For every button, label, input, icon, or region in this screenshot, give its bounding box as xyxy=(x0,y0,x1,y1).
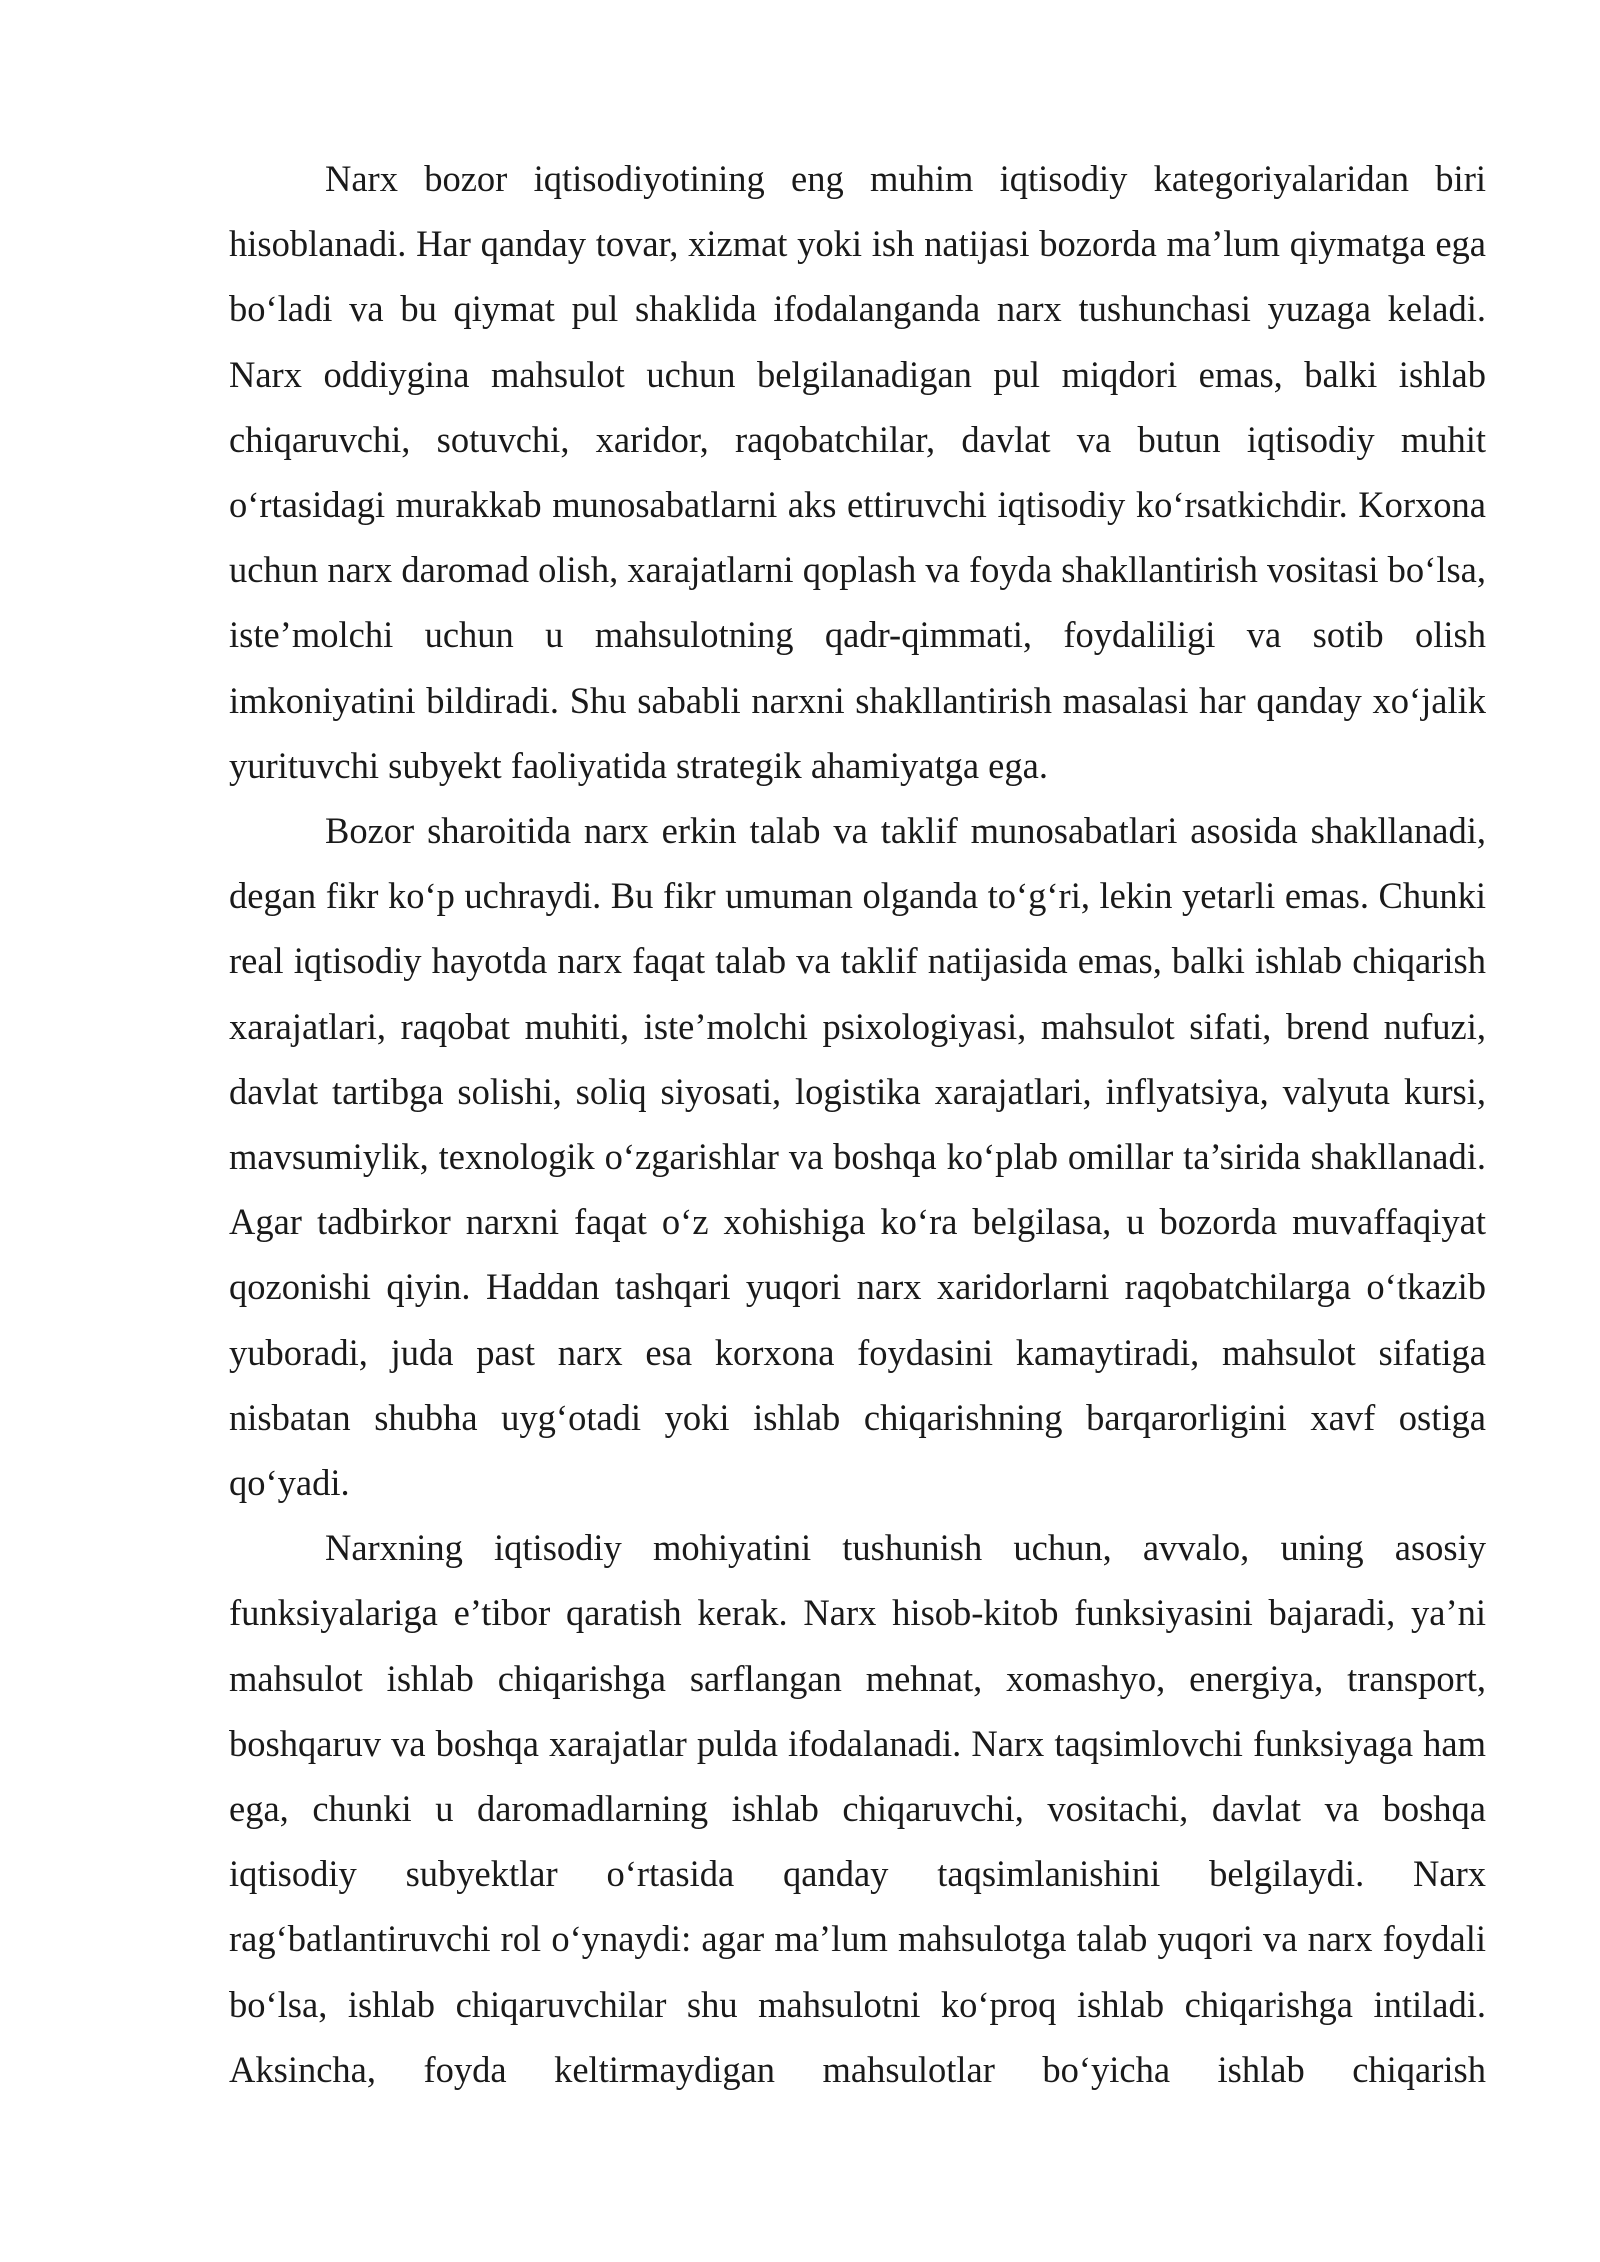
paragraph-market-factors: Bozor sharoitida narx erkin talab va taklif munosabatlari asosida shakllanadi, degan fikr ko‘p uchraydi. Bu fikr umuman olganda to‘g‘ri, lekin yetarli emas. Chunki real iqtisodiy hayotda narx faqat talab va taklif natijasida emas, balki ishlab chiqarish xarajatlari, raqobat muhiti, iste’molchi psixologiyasi, mahsulot sifati, brend nufuzi, davlat tartibga solishi, soliq siyosati, logistika xarajatlari, inflyatsiya, valyuta kursi, mavsumiylik, texnologik o‘zgarishlar va boshqa ko‘plab omillar ta’sirida shakllanadi. Agar tadbirkor narxni faqat o‘z xohishiga ko‘ra belgilasa, u bozorda muvaffaqiyat qozonishi qiyin. Haddan tashqari yuqori narx xaridorlarni raqobatchilarga o‘tkazib yuboradi, juda past narx esa korxona foydasini kamaytiradi, mahsulot sifatiga nisbatan shubha uyg‘otadi yoki ishlab chiqarishning barqarorligini xavf ostiga qo‘yadi. xyxy=(229,810,1486,1504)
document-body xyxy=(229,146,1486,2102)
paragraph-price-definition: Narx bozor iqtisodiyotining eng muhim iqtisodiy kategoriyalaridan biri hisoblanadi. Har qanday tovar, xizmat yoki ish natijasi bozorda ma’lum qiymatga ega bo‘ladi va bu qiymat pul shaklida ifodalanganda narx tushunchasi yuzaga keladi. Narx oddiygina mahsulot uchun belgilanadigan pul miqdori emas, balki ishlab chiqaruvchi, sotuvchi, xaridor, raqobatchilar, davlat va butun iqtisodiy muhit o‘rtasidagi murakkab munosabatlarni aks ettiruvchi iqtisodiy ko‘rsatkichdir. Korxona uchun narx daromad olish, xarajatlarni qoplash va foyda shakllantirish vositasi bo‘lsa, iste’molchi uchun u mahsulotning qadr-qimmati, foydaliligi va sotib olish imkoniyatini bildiradi. Shu sababli narxni shakllantirish masalasi har qanday xo‘jalik yurituvchi subyekt faoliyatida strategik ahamiyatga ega. xyxy=(229,158,1486,786)
paragraph-price-functions: Narxning iqtisodiy mohiyatini tushunish uchun, avvalo, uning asosiy funksiyalariga e’tibor qaratish kerak. Narx hisob-kitob funksiyasini bajaradi, ya’ni mahsulot ishlab chiqarishga sarflangan mehnat, xomashyo, energiya, transport, boshqaruv va boshqa xarajatlar pulda ifodalanadi. Narx taqsimlovchi funksiyaga ham ega, chunki u daromadlarning ishlab chiqaruvchi, vositachi, davlat va boshqa iqtisodiy subyektlar o‘rtasida qanday taqsimlanishini belgilaydi. Narx rag‘batlantiruvchi rol o‘ynaydi: agar ma’lum mahsulotga talab yuqori va narx foydali bo‘lsa, ishlab chiqaruvchilar shu mahsulotni ko‘proq ishlab chiqarishga intiladi. Aksincha, foyda keltirmaydigan mahsulotlar bo‘yicha ishlab chiqarish xyxy=(229,1527,1486,2090)
